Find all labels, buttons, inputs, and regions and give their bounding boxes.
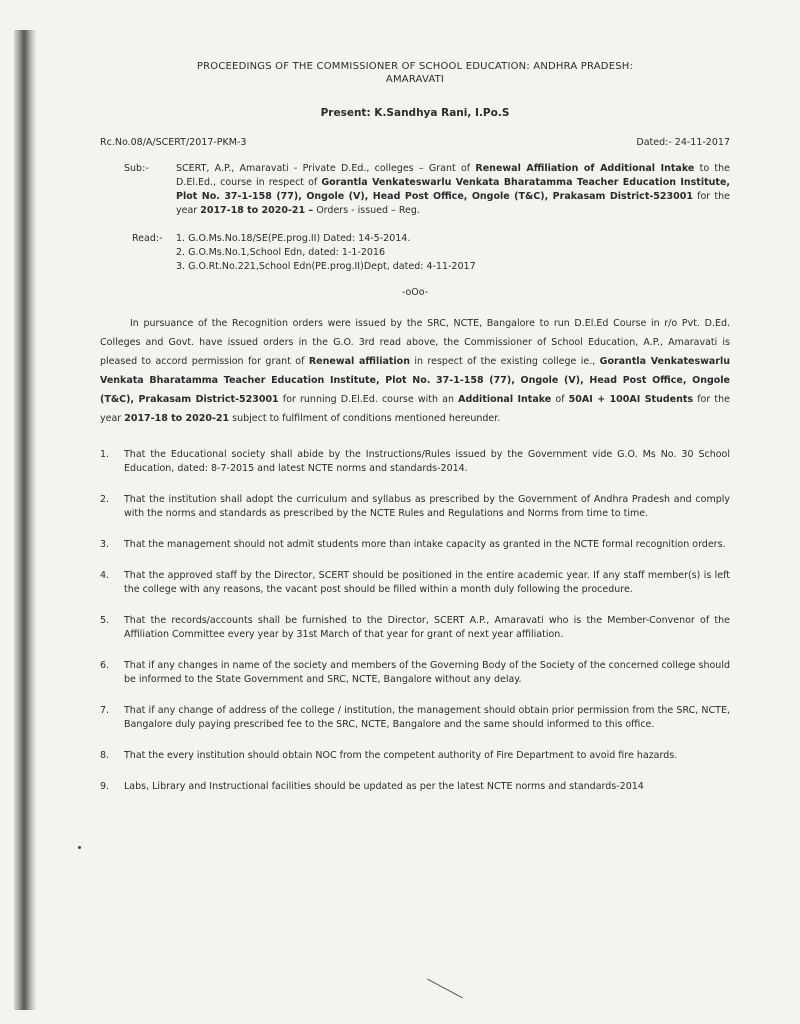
subject-bold: Gorantla Venkateswarlu Venkata Bharatamma Teacher Education Institute, Plot No. 37-1-158 (77), Ongole (V), Head Post Office, Ongole (T&C), Prakasam District-523001 bbox=[176, 177, 730, 202]
body-text: subject to fulfilment of conditions mentioned hereunder. bbox=[229, 413, 501, 424]
condition-number: 9. bbox=[100, 781, 110, 792]
condition-text: That the approved staff by the Director, SCERT should be positioned in the entire academic year. If any staff member(s) is left the college with any reasons, the vacant post should be filled within a month duly following the procedure. bbox=[124, 570, 730, 595]
title-line-2: AMARAVATI bbox=[385, 74, 445, 85]
condition-item bbox=[100, 614, 730, 642]
subject-block bbox=[100, 162, 730, 218]
read-item: 2. G.O.Ms.No.1,School Edn, dated: 1-1-2016 bbox=[176, 247, 386, 258]
read-item: 1. G.O.Ms.No.18/SE(PE.prog.II) Dated: 14-5-2014. bbox=[176, 233, 411, 244]
condition-text: That if any changes in name of the society and members of the Governing Body of the Society of the concerned college should be informed to the State Government and SRC, NCTE, Bangalore without any delay. bbox=[124, 660, 730, 685]
condition-item bbox=[100, 704, 730, 732]
conditions-list bbox=[100, 448, 730, 794]
body-bold: 2017-18 to 2020-21 bbox=[124, 413, 230, 424]
condition-number: 3. bbox=[100, 539, 110, 550]
condition-number: 5. bbox=[100, 615, 110, 626]
subject-part: Orders - issued – Reg. bbox=[313, 205, 420, 216]
binding-shadow bbox=[14, 30, 36, 1010]
body-text: in respect of the existing college ie., bbox=[409, 356, 600, 367]
read-block bbox=[100, 232, 730, 274]
speck bbox=[78, 846, 81, 849]
condition-item bbox=[100, 538, 730, 552]
subject-part: for the year bbox=[176, 191, 730, 216]
separator: -oOo- bbox=[401, 287, 429, 298]
condition-text: Labs, Library and Instructional facilities should be updated as per the latest NCTE norms and standards-2014 bbox=[124, 781, 644, 792]
body-text: In pursuance of the Recognition orders were issued by the SRC, NCTE, Bangalore to run D.El.Ed Course in r/o Pvt. D.Ed. Colleges and Govt. have issued orders in the G.O. 3rd read above, the Commissioner of School Education, A.P., Amaravati is pleased to accord permission for grant of bbox=[100, 318, 730, 367]
condition-text: That the management should not admit students more than intake capacity as granted in the NCTE formal recognition orders. bbox=[124, 539, 726, 550]
document-body bbox=[100, 60, 730, 811]
condition-text: That if any change of address of the college / institution, the management should obtain prior permission from the SRC, NCTE, Bangalore duly paying prescribed fee to the SRC, NCTE, Bangalore and the same should informed to this office. bbox=[124, 705, 730, 730]
reference-row bbox=[100, 136, 730, 150]
body-bold: Additional Intake bbox=[458, 394, 552, 405]
body-text: of bbox=[551, 394, 569, 405]
read-list bbox=[176, 232, 476, 274]
subject-text bbox=[176, 162, 730, 218]
condition-text: That the institution shall adopt the curriculum and syllabus as prescribed by the Government of Andhra Pradesh and comply with the norms and standards as prescribed by the NCTE Rules and Regulations and Norms from time to time. bbox=[124, 494, 730, 519]
subject-bold: 2017-18 to 2020-21 – bbox=[200, 205, 314, 216]
condition-item bbox=[100, 493, 730, 521]
body-bold: 50AI + 100AI Students bbox=[568, 394, 694, 405]
subject-part: to the D.El.Ed., course in respect of bbox=[176, 163, 731, 188]
read-item: 3. G.O.Rt.No.221,School Edn(PE.prog.II)Dept, dated: 4-11-2017 bbox=[176, 261, 476, 272]
condition-number: 4. bbox=[100, 570, 110, 581]
condition-number: 1. bbox=[100, 449, 110, 460]
read-label: Read:- bbox=[132, 233, 163, 244]
condition-item bbox=[100, 659, 730, 687]
main-paragraph bbox=[100, 314, 730, 428]
body-text: for the year bbox=[100, 394, 730, 424]
subject-bold: Renewal Affiliation of Additional Intake bbox=[475, 163, 695, 174]
condition-item bbox=[100, 749, 730, 763]
condition-item bbox=[100, 448, 730, 476]
body-bold: Gorantla Venkateswarlu Venkata Bharatamma Teacher Education Institute, Plot No. 37-1-158 (77), Ongole (V), Head Post Office, Ongole (T&C), Prakasam District-523001 bbox=[100, 356, 731, 405]
condition-number: 7. bbox=[100, 705, 110, 716]
condition-text: That the every institution should obtain NOC from the competent authority of Fire Department to avoid fire hazards. bbox=[124, 750, 678, 761]
condition-text: That the records/accounts shall be furnished to the Director, SCERT A.P., Amaravati who is the Member-Convenor of the Affiliation Committee every year by 31st March of that year for grant of next year affiliation. bbox=[124, 615, 730, 640]
dated: Dated:- 24-11-2017 bbox=[636, 137, 730, 148]
condition-item bbox=[100, 569, 730, 597]
document-title bbox=[100, 60, 730, 86]
rc-number: Rc.No.08/A/SCERT/2017-PKM-3 bbox=[100, 137, 247, 148]
body-text: for running D.El.Ed. course with an bbox=[278, 394, 459, 405]
subject-part: SCERT, A.P., Amaravati - Private D.Ed., colleges – Grant of bbox=[176, 163, 476, 174]
subject-label: Sub:- bbox=[124, 163, 149, 174]
condition-number: 8. bbox=[100, 750, 110, 761]
condition-number: 6. bbox=[100, 660, 110, 671]
condition-text: That the Educational society shall abide by the Instructions/Rules issued by the Government vide G.O. Ms No. 30 School Education, dated: 8-7-2015 and latest NCTE norms and standards-2014. bbox=[124, 449, 730, 474]
title-line-1: PROCEEDINGS OF THE COMMISSIONER OF SCHOOL EDUCATION: ANDHRA PRADESH: bbox=[196, 61, 634, 72]
condition-item bbox=[100, 780, 730, 794]
body-bold: Renewal affiliation bbox=[308, 356, 410, 367]
pen-mark bbox=[427, 979, 463, 999]
present-line: Present: K.Sandhya Rani, I.Po.S bbox=[320, 107, 510, 119]
condition-number: 2. bbox=[100, 494, 110, 505]
